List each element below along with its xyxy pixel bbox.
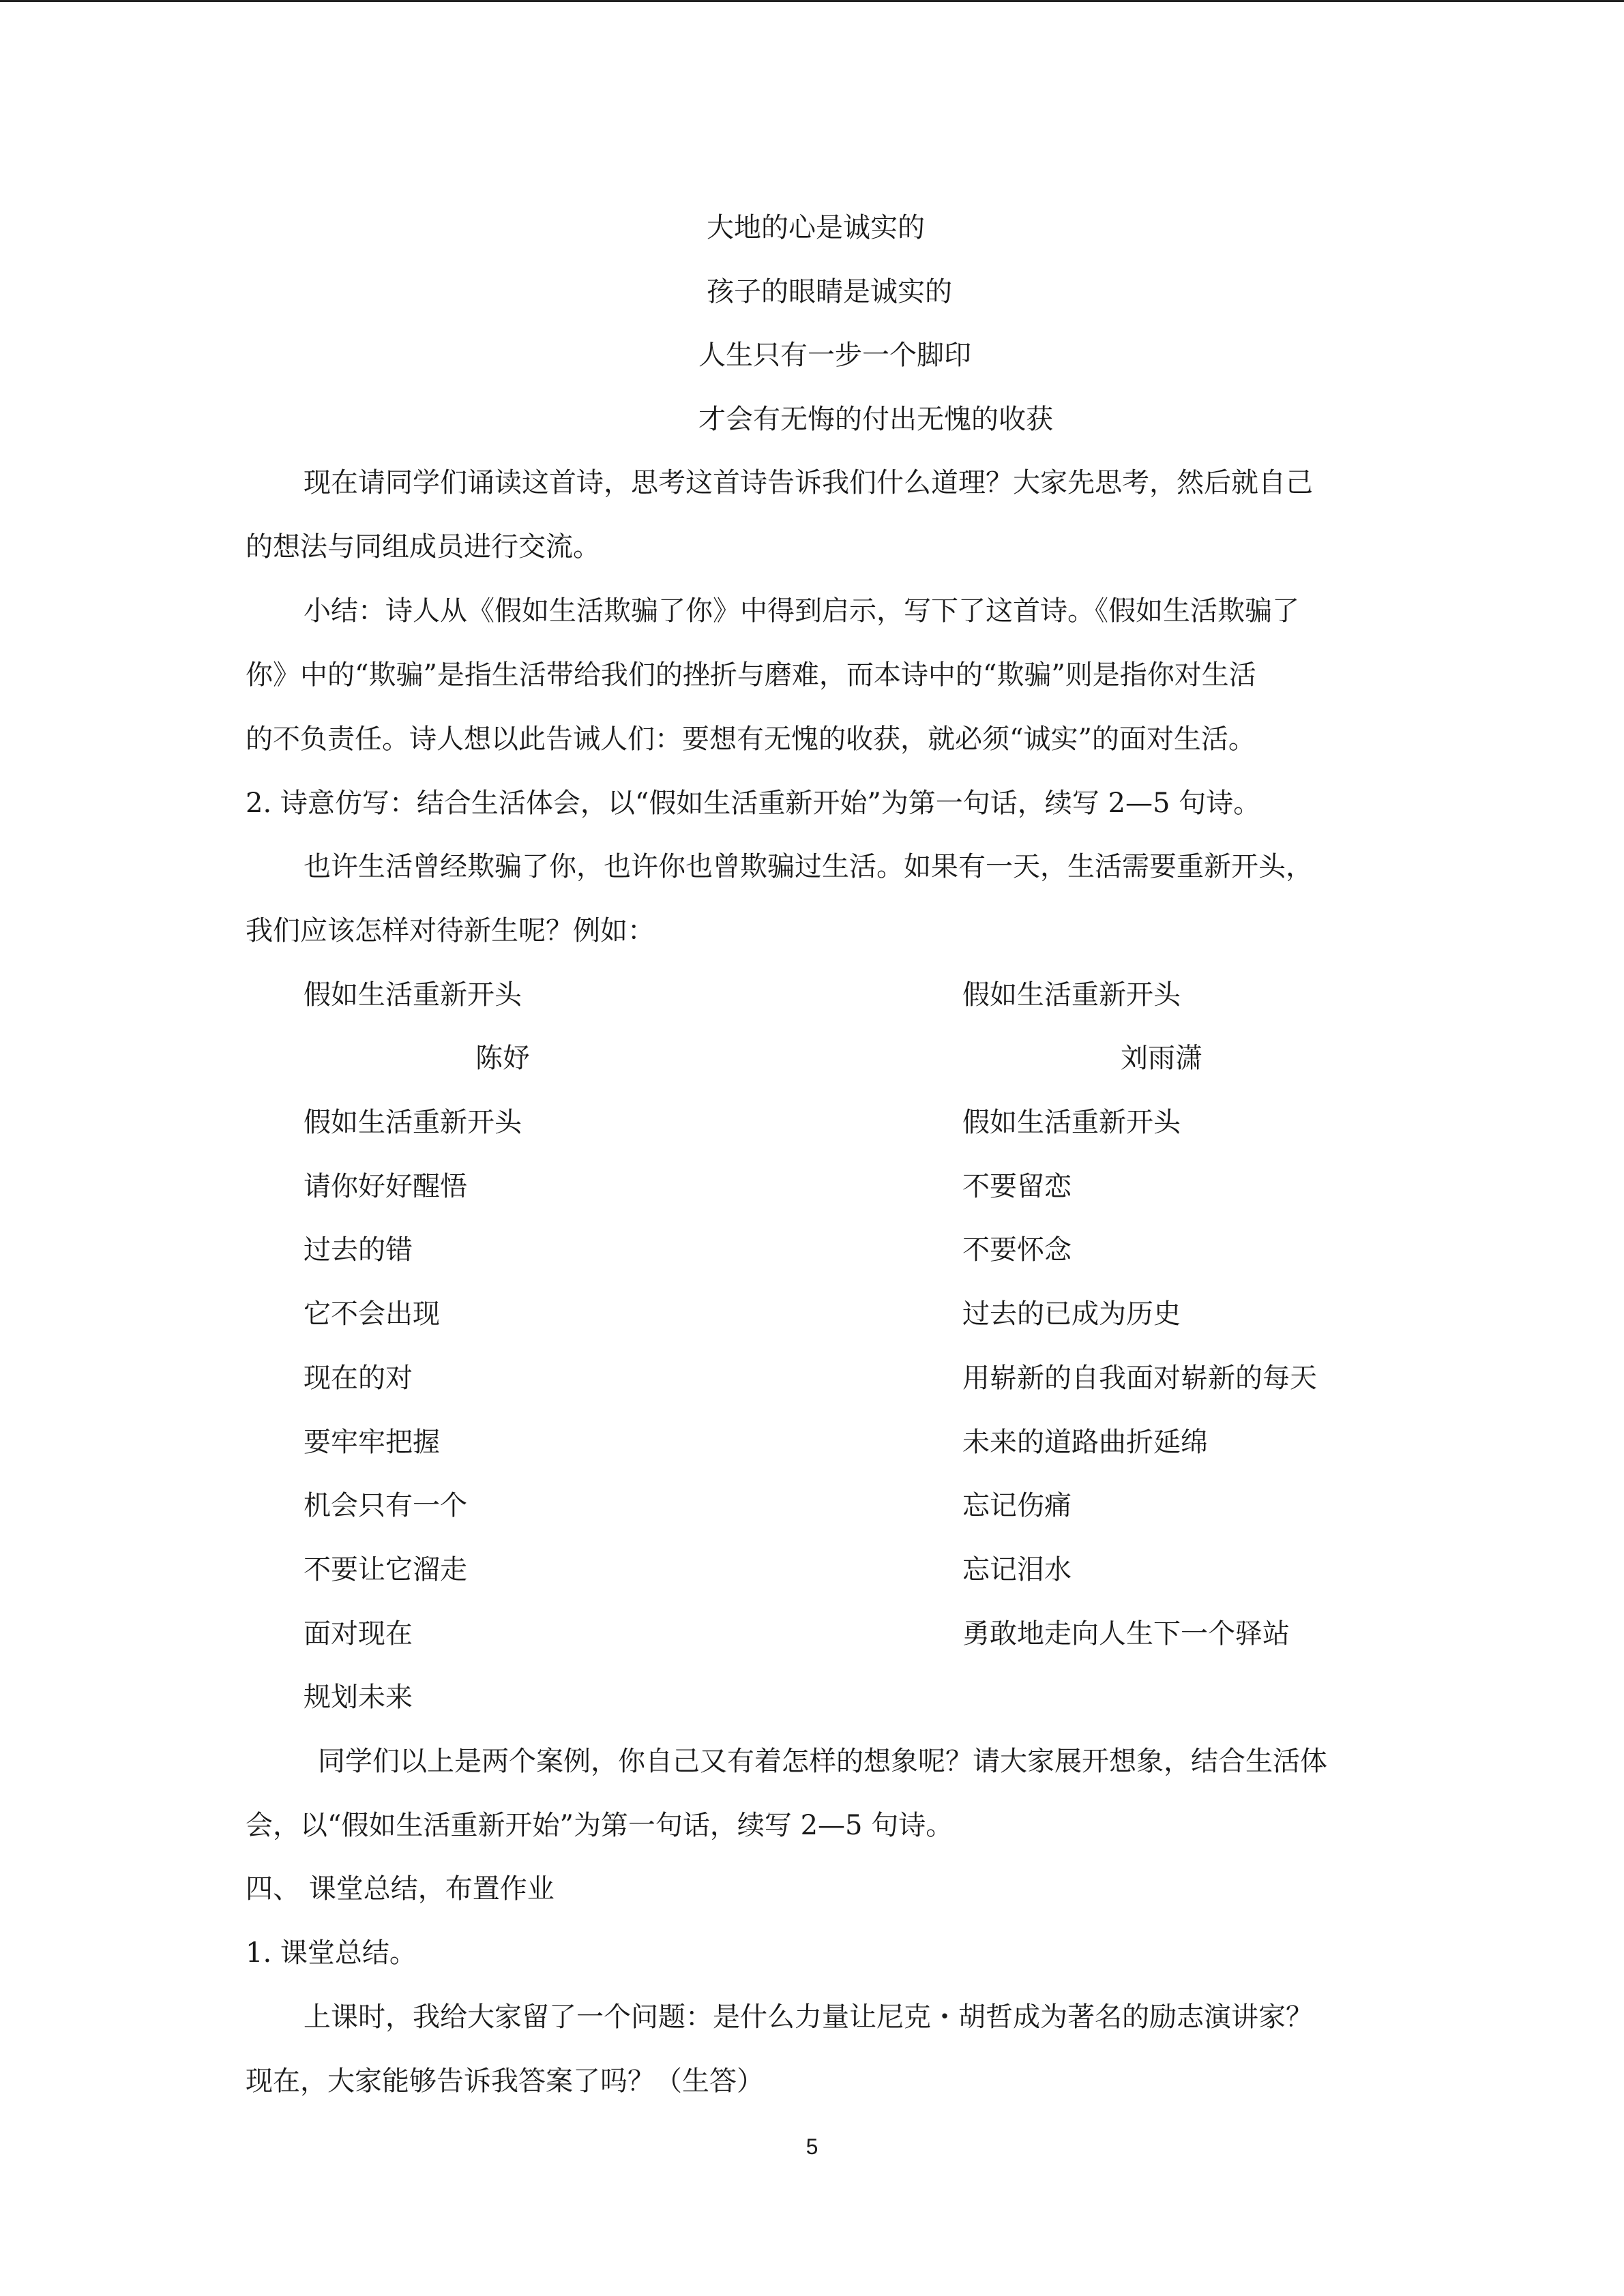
example-left-line-1: 假如生活重新开头 (304, 1107, 522, 1138)
task2-paragraph-line-2: 我们应该怎样对待新生呢？例如： (246, 915, 655, 946)
intro-paragraph-line-1: 现在请同学们诵读这首诗，思考这首诗告诉我们什么道理？大家先思考，然后就自己 (304, 467, 1313, 498)
poem-line-4: 才会有无悔的付出无愧的收获 (698, 404, 1053, 435)
example-right-line-5: 用崭新的自我面对崭新的每天 (962, 1362, 1317, 1394)
summary-paragraph-line-2: 你》中的“欺骗”是指生活带给我们的挫折与磨难，而本诗中的“欺骗”则是指你对生活 (246, 659, 1256, 691)
example-right-line-9: 勇敢地走向人生下一个驿站 (962, 1618, 1290, 1650)
section4-paragraph-line-1: 上课时，我给大家留了一个问题：是什么力量让尼克・胡哲成为著名的励志演讲家？ (304, 2001, 1313, 2033)
poem-line-1: 大地的心是诚实的 (707, 212, 925, 243)
example-right-line-4: 过去的已成为历史 (962, 1298, 1181, 1330)
section4-heading: 四、 课堂总结，布置作业 (246, 1873, 555, 1905)
example-left-line-5: 现在的对 (304, 1362, 413, 1394)
example-left-line-10: 规划未来 (304, 1682, 413, 1713)
example-right-line-6: 未来的道路曲折延绵 (962, 1427, 1208, 1458)
example-left-line-4: 它不会出现 (304, 1298, 440, 1330)
example-right-line-7: 忘记伤痛 (962, 1490, 1072, 1521)
closing-paragraph-line-2: 会，以“假如生活重新开始”为第一句话，续写 2—5 句诗。 (246, 1810, 954, 1841)
example-left-line-6: 要牢牢把握 (304, 1427, 440, 1458)
example-left-line-9: 面对现在 (304, 1618, 413, 1650)
task2-paragraph-line-1: 也许生活曾经欺骗了你，也许你也曾欺骗过生活。如果有一天，生活需要重新开头， (304, 851, 1313, 882)
example-left-line-2: 请你好好醒悟 (304, 1171, 467, 1202)
example-left-line-8: 不要让它溜走 (304, 1554, 467, 1585)
intro-paragraph-line-2: 的想法与同组成员进行交流。 (246, 531, 600, 563)
section4-subheading-1: 1. 课堂总结。 (246, 1937, 417, 1969)
example-left-line-7: 机会只有一个 (304, 1490, 467, 1521)
example-right-title: 假如生活重新开头 (962, 979, 1181, 1011)
example-right-line-2: 不要留恋 (962, 1171, 1072, 1202)
example-left-title: 假如生活重新开头 (304, 979, 522, 1011)
section4-paragraph-line-2: 现在，大家能够告诉我答案了吗？（生答） (246, 2066, 764, 2097)
poem-line-3: 人生只有一步一个脚印 (698, 340, 971, 371)
example-right-line-1: 假如生活重新开头 (962, 1107, 1181, 1138)
page-top-border (0, 0, 1624, 2)
closing-paragraph-line-1: 同学们以上是两个案例，你自己又有着怎样的想象呢？请大家展开想象，结合生活体 (318, 1746, 1327, 1777)
example-left-author: 陈妤 (475, 1043, 530, 1074)
summary-paragraph-line-3: 的不负责任。诗人想以此告诫人们：要想有无愧的收获，就必须“诚实”的面对生活。 (246, 724, 1256, 755)
page-number: 5 (806, 2134, 818, 2159)
example-right-line-3: 不要怀念 (962, 1234, 1072, 1266)
example-right-author: 刘雨潇 (1121, 1043, 1202, 1074)
example-right-line-8: 忘记泪水 (962, 1554, 1072, 1585)
poem-line-2: 孩子的眼睛是诚实的 (707, 276, 952, 308)
example-left-line-3: 过去的错 (304, 1234, 413, 1266)
summary-paragraph-line-1: 小结：诗人从《假如生活欺骗了你》中得到启示，写下了这首诗。《假如生活欺骗了 (304, 595, 1299, 627)
task2-heading: 2. 诗意仿写：结合生活体会，以“假如生活重新开始”为第一句话，续写 2—5 句诗。 (246, 788, 1261, 819)
